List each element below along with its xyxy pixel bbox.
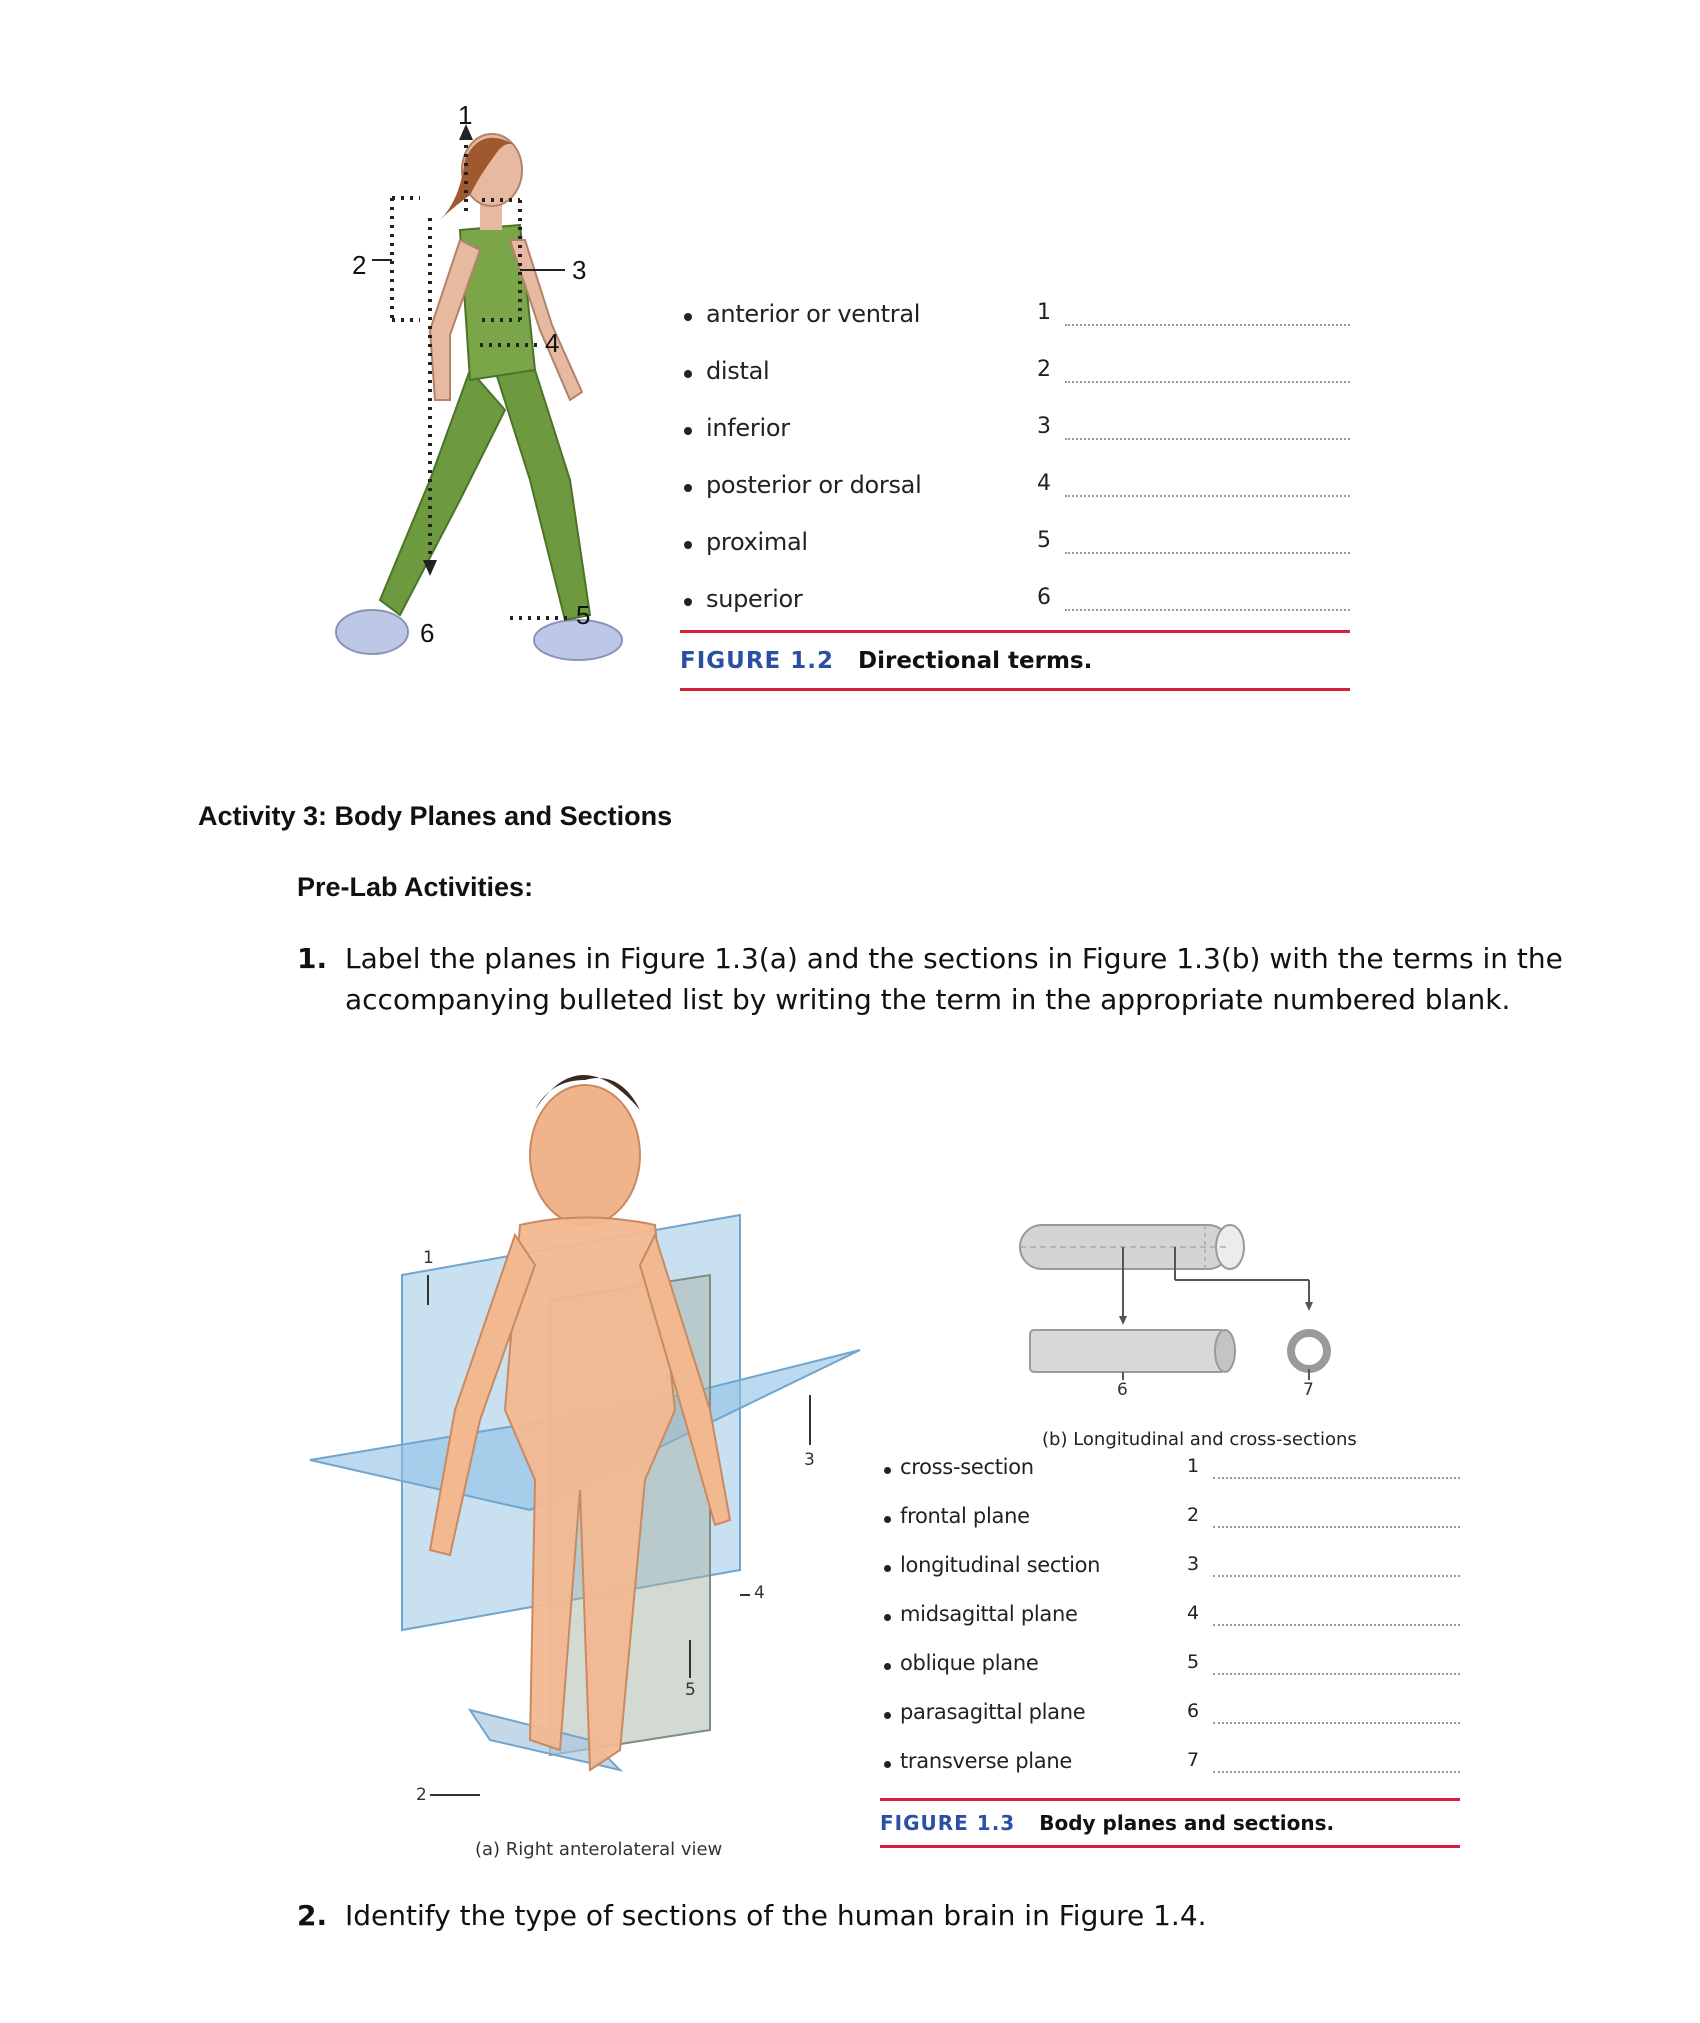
bullet-icon [884,1761,891,1768]
callout-5: 5 [576,600,591,630]
callout-3: 3 [804,1450,815,1470]
caption-top-rule [880,1798,1460,1801]
callout-2: 2 [416,1785,427,1805]
blank-number: 4 [1037,471,1051,496]
answer-blank[interactable] [1065,438,1350,440]
figure-1-3-caption [880,1811,1334,1835]
walking-figure-drawing [320,100,660,695]
blank-number: 3 [1187,1553,1200,1575]
figure-number: FIGURE 1.3 [880,1811,1016,1835]
bullet-icon [684,541,692,549]
callout-5: 5 [685,1680,696,1700]
bullet-icon [884,1663,891,1670]
list-item [880,1504,1460,1544]
list-item [880,1651,1460,1691]
callout-4: 4 [545,328,560,358]
list-item [680,300,1350,340]
bullet-icon [884,1516,891,1523]
term-label: posterior or dorsal [706,471,922,499]
list-item [880,1700,1460,1740]
bullet-icon [884,1614,891,1621]
answer-blank[interactable] [1065,324,1350,326]
list-item [880,1553,1460,1593]
callout-1: 1 [458,100,473,130]
activity-heading: Activity 3: Body Planes and Sections [198,801,673,831]
answer-blank[interactable] [1213,1575,1460,1577]
callout-7: 7 [1303,1380,1314,1400]
answer-blank[interactable] [1213,1477,1460,1479]
blank-number: 2 [1037,357,1051,382]
answer-blank[interactable] [1213,1771,1460,1773]
caption-top-rule [680,630,1350,633]
bullet-icon [884,1565,891,1572]
item-number: 2. [297,1899,328,1932]
term-label: anterior or ventral [706,300,921,328]
prelab-heading: Pre-Lab Activities: [297,872,534,902]
item-number: 1. [297,942,328,975]
instruction-item-2 [297,1895,1447,1936]
figure-1-2-caption [680,648,1092,674]
callout-3: 3 [572,255,587,285]
list-item [680,471,1350,511]
instruction-item-1 [297,938,1563,1028]
bullet-icon [684,484,692,492]
answer-blank[interactable] [1065,381,1350,383]
list-item [880,1602,1460,1642]
answer-blank[interactable] [1213,1722,1460,1724]
blank-number: 1 [1037,300,1051,325]
blank-number: 6 [1037,585,1051,610]
figure-title: Directional terms. [858,648,1093,674]
answer-blank[interactable] [1065,552,1350,554]
figure-title: Body planes and sections. [1039,1811,1335,1835]
term-label: frontal plane [900,1504,1030,1528]
bullet-icon [684,598,692,606]
caption-bottom-rule [680,688,1350,691]
callout-1: 1 [423,1248,434,1268]
term-label: parasagittal plane [900,1700,1086,1724]
term-label: longitudinal section [900,1553,1101,1577]
term-label: midsagittal plane [900,1602,1078,1626]
term-label: transverse plane [900,1749,1072,1773]
bullet-icon [684,370,692,378]
callout-6: 6 [420,618,435,648]
tube-sections-drawing [980,1180,1380,1420]
item-text-line: Label the planes in Figure 1.3(a) and the sections in Figure 1.3(b) with the terms in the [345,942,1563,975]
blank-number: 4 [1187,1602,1200,1624]
figure-1-2-illustration [320,100,660,695]
term-label: proximal [706,528,808,556]
answer-blank[interactable] [1213,1673,1460,1675]
term-label: distal [706,357,770,385]
term-label: oblique plane [900,1651,1039,1675]
list-item [680,528,1350,568]
item-text-line: Identify the type of sections of the human brain in Figure 1.4. [345,1899,1207,1932]
subcaption-b: (b) Longitudinal and cross-sections [1042,1429,1357,1450]
list-item [680,414,1350,454]
list-item [680,357,1350,397]
blank-number: 1 [1187,1455,1200,1477]
figure-1-3b-illustration [980,1180,1380,1420]
blank-number: 3 [1037,414,1051,439]
callout-4: 4 [754,1583,765,1603]
blank-number: 5 [1037,528,1051,553]
list-item [880,1749,1460,1789]
answer-blank[interactable] [1065,495,1350,497]
list-item [680,585,1350,625]
bullet-icon [884,1712,891,1719]
term-label: inferior [706,414,790,442]
bullet-icon [684,427,692,435]
term-label: superior [706,585,803,613]
answer-blank[interactable] [1213,1526,1460,1528]
body-planes-drawing [290,1050,880,1870]
blank-number: 7 [1187,1749,1200,1771]
caption-bottom-rule [880,1845,1460,1848]
figure-1-3a-illustration [290,1050,880,1870]
term-label: cross-section [900,1455,1034,1479]
blank-number: 6 [1187,1700,1200,1722]
blank-number: 2 [1187,1504,1200,1526]
subcaption-a: (a) Right anterolateral view [475,1839,723,1860]
callout-6: 6 [1117,1380,1128,1400]
callout-2: 2 [352,250,367,280]
blank-number: 5 [1187,1651,1200,1673]
figure-number: FIGURE 1.2 [680,648,834,674]
answer-blank[interactable] [1065,609,1350,611]
list-item [880,1455,1460,1495]
item-text-line: accompanying bulleted list by writing the term in the appropriate numbered blank. [345,983,1511,1016]
bullet-icon [884,1467,891,1474]
answer-blank[interactable] [1213,1624,1460,1626]
bullet-icon [684,313,692,321]
